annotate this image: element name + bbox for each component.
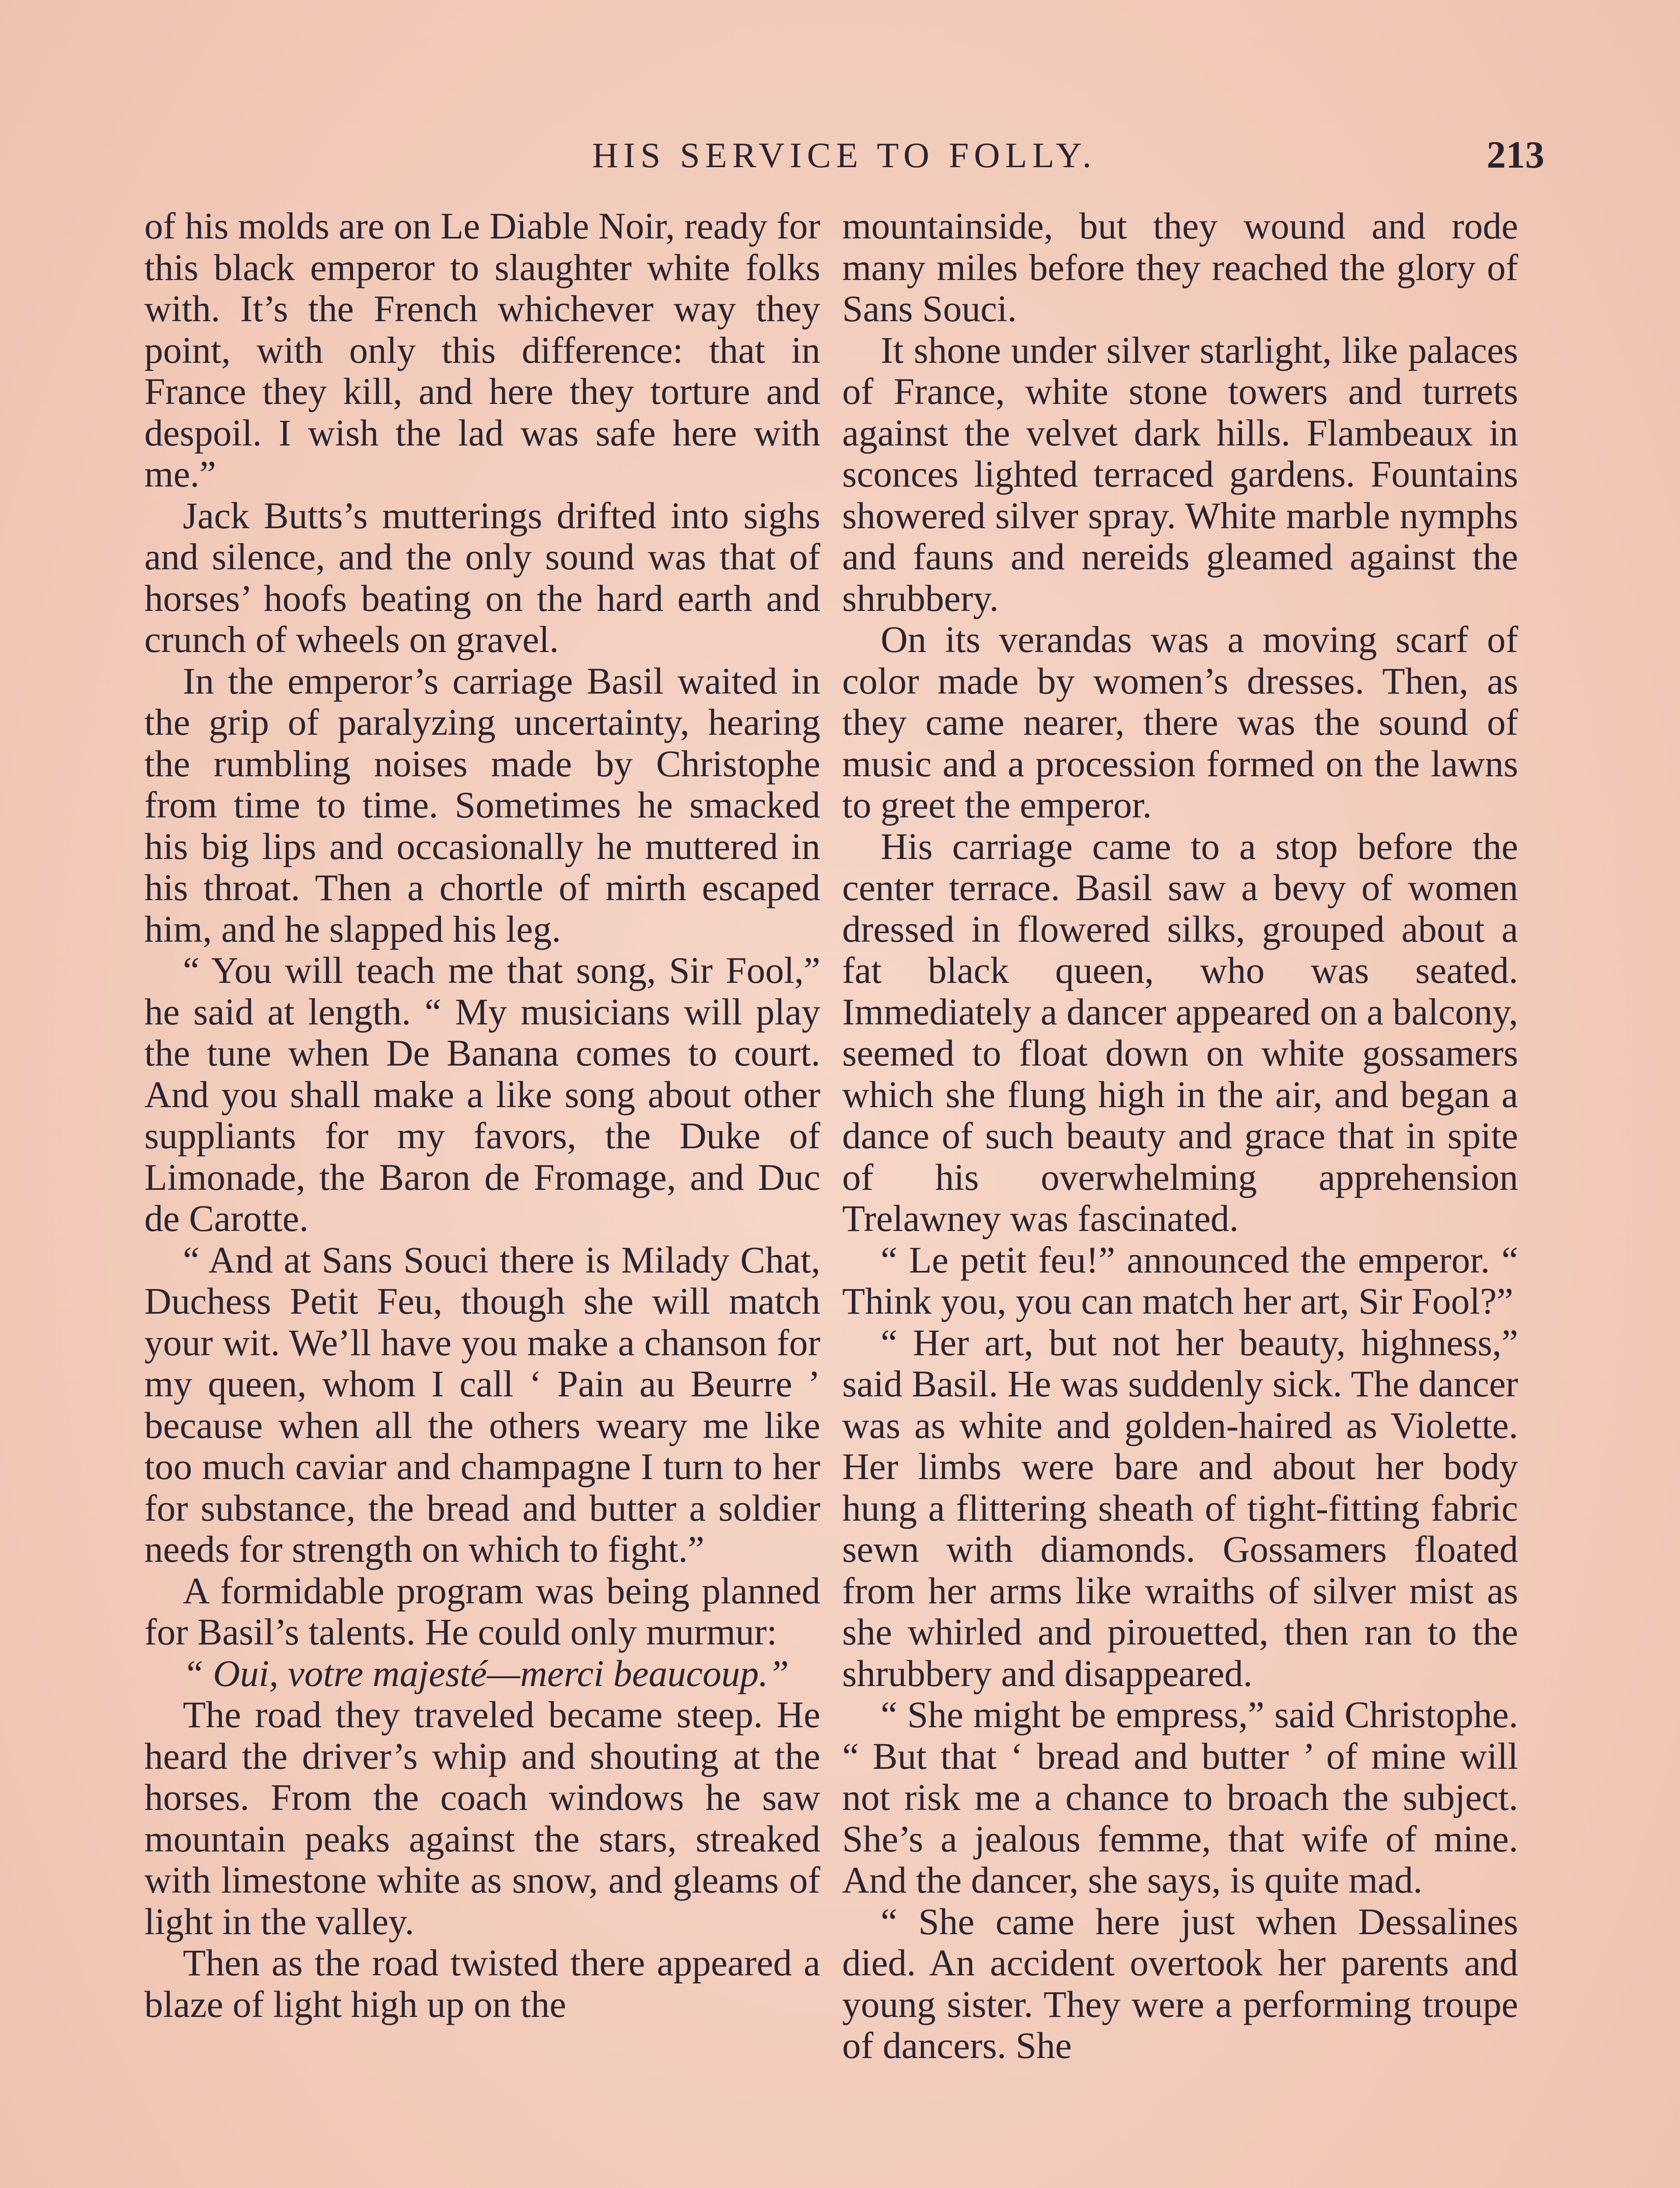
page-number: 213 bbox=[1487, 134, 1544, 176]
left-column bbox=[144, 206, 820, 2025]
paragraph: “ She came here just when Dessalines died. An accident overtook her parents and young sister. They were a performing troupe of dancers. She bbox=[842, 1901, 1518, 2066]
paragraph: In the emperor’s carriage Basil waited in the grip of paralyzing uncertainty, hearing the rumbling noises made by Christophe from time to time. Sometimes he smacked his big lips and occasionally he muttered in his throat. Then a chortle of mirth escaped him, and he slapped his leg. bbox=[144, 660, 820, 950]
paragraph: “ You will teach me that song, Sir Fool,” he said at length. “ My musicians will play the tune when De Banana comes to court. And you shall make a like song about other suppliants for my favors, the Duke of Limonade, the Baron de Fromage, and Duc de Carotte. bbox=[144, 950, 820, 1239]
page-header bbox=[144, 131, 1544, 184]
running-title: HIS SERVICE TO FOLLY. bbox=[592, 135, 1097, 175]
paragraph: mountainside, but they wound and rode many miles before they reached the glory of Sans Souci. bbox=[842, 206, 1518, 330]
paragraph: “ Le petit feu!” announced the emperor. “ Think you, you can match her art, Sir Fool?” bbox=[842, 1239, 1518, 1322]
paragraph: “ She might be empress,” said Christophe. “ But that ‘ bread and butter ’ of mine will not risk me a chance to broach the subject. She’s a jealous femme, that wife of mine. And the dancer, she says, is quite mad. bbox=[842, 1694, 1518, 1901]
paragraph: It shone under silver starlight, like palaces of France, white stone towers and turrets against the velvet dark hills. Flambeaux in sconces lighted terraced gardens. Fountains showered silver spray. White marble nymphs and fauns and nereids gleamed against the shrubbery. bbox=[842, 330, 1518, 619]
paragraph: The road they traveled became steep. He heard the driver’s whip and shouting at the horses. From the coach windows he saw mountain peaks against the stars, streaked with limestone white as snow, and gleams of light in the valley. bbox=[144, 1694, 820, 1943]
paragraph: “ And at Sans Souci there is Milady Chat, Duchess Petit Feu, though she will match your wit. We’ll have you make a chanson for my queen, whom I call ‘ Pain au Beurre ’ because when all the others weary me like too much caviar and champagne I turn to her for substance, the bread and butter a soldier needs for strength on which to fight.” bbox=[144, 1239, 820, 1570]
paragraph: of his molds are on Le Diable Noir, ready for this black emperor to slaughter white folks with. It’s the French whichever way they point, with only this difference: that in France they kill, and here they torture and despoil. I wish the lad was safe here with me.” bbox=[144, 206, 820, 495]
paragraph: His carriage came to a stop before the center terrace. Basil saw a bevy of women dressed in flowered silks, grouped about a fat black queen, who was seated. Immediately a dancer appeared on a balcony, seemed to float down on white gossamers which she flung high in the air, and began a dance of such beauty and grace that in spite of his overwhelming apprehension Trelawney was fascinated. bbox=[842, 826, 1518, 1239]
italic-quote: “ Oui, votre majesté—merci beaucoup.” bbox=[183, 1653, 789, 1694]
paragraph: “ Her art, but not her beauty, highness,” said Basil. He was suddenly sick. The dancer was as white and golden-haired as Violette. Her limbs were bare and about her body hung a flittering sheath of tight-fitting fabric sewn with diamonds. Gossamers floated from her arms like wraiths of silver mist as she whirled and pirouetted, then ran to the shrubbery and disappeared. bbox=[842, 1322, 1518, 1694]
paragraph: A formidable program was being planned for Basil’s talents. He could only murmur: bbox=[144, 1570, 820, 1653]
paragraph: On its verandas was a moving scarf of color made by women’s dresses. Then, as they came nearer, there was the sound of music and a procession formed on the lawns to greet the emperor. bbox=[842, 619, 1518, 826]
paragraph: Jack Butts’s mutterings drifted into sighs and silence, and the only sound was that of horses’ hoofs beating on the hard earth and crunch of wheels on gravel. bbox=[144, 495, 820, 660]
paragraph: Then as the road twisted there appeared a blaze of light high up on the bbox=[144, 1943, 820, 2025]
right-column bbox=[842, 206, 1518, 2067]
